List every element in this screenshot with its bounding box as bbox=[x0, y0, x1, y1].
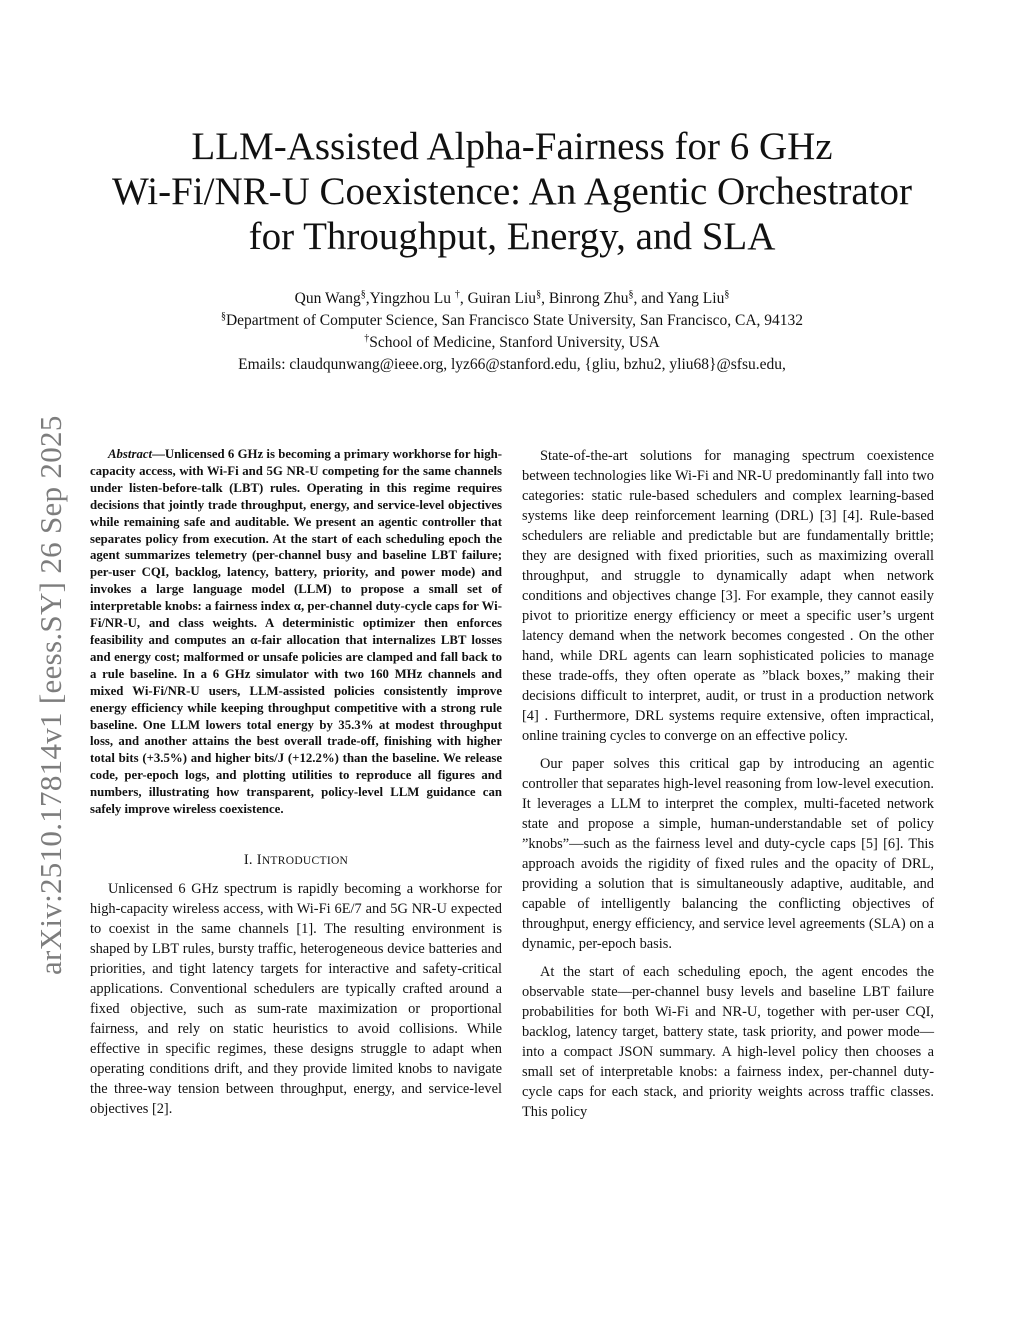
author-name: ,Yingzhou Lu bbox=[365, 290, 455, 307]
right-column bbox=[522, 446, 934, 1130]
arxiv-identifier: arXiv:2510.17814v1 [eess.SY] 26 Sep 2025 bbox=[33, 415, 68, 975]
section-numeral: I. bbox=[243, 851, 257, 868]
abstract-label: Abstract bbox=[108, 447, 153, 461]
affiliation-mark: † bbox=[364, 333, 370, 344]
author-block bbox=[60, 288, 964, 376]
affiliation-2 bbox=[60, 332, 964, 354]
affiliation-mark: § bbox=[360, 289, 366, 300]
title-line-1: LLM-Assisted Alpha-Fairness for 6 GHz bbox=[191, 125, 833, 168]
abstract bbox=[90, 446, 502, 818]
intro-paragraph-1: Unlicensed 6 GHz spectrum is rapidly becoming a workhorse for high-capacity wireless access, with Wi-Fi 6E/7 and 5G NR-U expected to coexist in the same channels [1]. The resulting environment is shaped by LBT rules, bursty traffic, heterogeneous device batteries and priorities, and tight latency targets for interactive and safety-critical applications. Conventional schedulers are typically crafted around a fixed objective, such as sum-rate maximization or proportional fairness, and rely on static heuristics to avoid collisions. While effective in specific regimes, these designs struggle to adapt when operating conditions drift, and they provide limited knobs to navigate the three-way tension between throughput, energy, and service-level objectives [2]. bbox=[90, 880, 502, 1117]
affiliation-mark: § bbox=[536, 289, 542, 300]
author-names bbox=[60, 288, 964, 310]
left-column bbox=[90, 446, 502, 1127]
section-initial: I bbox=[256, 851, 262, 868]
affiliation-mark: § bbox=[220, 311, 226, 322]
section-title-rest: NTRODUCTION bbox=[261, 854, 349, 867]
intro-paragraph-4: At the start of each scheduling epoch, the agent encodes the observable state—per-channel busy levels and baseline LBT failure probabilities for both Wi-Fi and NR-U, together with per-user CQI, backlog, latency target, battery state, task priority, and power mode—into a compact JSON summary. A high-level policy then chooses a small set of interpretable knobs: a fairness index, per-channel duty-cycle caps for each stack, and priority weights across traffic classes. This policy bbox=[522, 964, 934, 1120]
intro-paragraph-3: Our paper solves this critical gap by introducing an agentic controller that separates high-level reasoning from low-level execution. It leverages a LLM to interpret the complex, multi-faceted network state and propose a simple, human-understandable set of policy ”knobs”—such as the fairness level and duty-cycle caps [5] [6]. This approach avoids the rigidity of fixed rules and the opacity of DRL, providing a solution that is simultaneously adaptive, auditable, and capable of intelligently balancing the conflicting objectives of throughput, energy efficiency, and service level agreements (SLA) on a dynamic, per-epoch basis. bbox=[522, 756, 934, 952]
affiliation-text: School of Medicine, Stanford University, USA bbox=[369, 334, 660, 351]
affiliation-1 bbox=[60, 310, 964, 332]
author-emails: Emails: claudqunwang@ieee.org, lyz66@stanford.edu, {gliu, bzhu2, yliu68}@sfsu.edu, bbox=[238, 356, 786, 373]
author-name: Qun Wang bbox=[294, 290, 361, 307]
author-name: , Binrong Zhu bbox=[541, 290, 629, 307]
affiliation-mark: † bbox=[454, 289, 460, 300]
author-name: , and Yang Liu bbox=[633, 290, 725, 307]
section-heading-introduction bbox=[90, 850, 502, 871]
intro-paragraph-2: State-of-the-art solutions for managing spectrum coexistence between technologies like Wi-Fi and NR-U predominantly fall into two categories: static rule-based schedulers and complex learning-based systems like deep reinforcement learning (DRL) [3] [4]. Rule-based schedulers are reliable and predictable but are fundamentally brittle; they are designed with fixed priorities, such as maximizing overall throughput, and struggle to dynamically adapt when network conditions and objectives change [3]. For example, they cannot easily pivot to prioritize energy efficiency or meet a specific user’s urgent latency demand when the network becomes congested . On the other hand, while DRL agents can learn sophisticated policies to manage these trade-offs, they often operate as ”black boxes,” making their decisions difficult to interpret, audit, or trust in a production network [4] . Furthermore, DRL systems require extensive, often impractical, online training cycles to converge on an effective policy. bbox=[522, 448, 934, 744]
paper-title bbox=[60, 124, 964, 259]
affiliation-mark: § bbox=[628, 289, 634, 300]
title-line-3: for Throughput, Energy, and SLA bbox=[248, 215, 776, 258]
affiliation-text: Department of Computer Science, San Francisco State University, San Francisco, CA, 94132 bbox=[225, 312, 804, 329]
author-name: , Guiran Liu bbox=[459, 290, 537, 307]
affiliation-mark: § bbox=[724, 289, 730, 300]
abstract-text: —Unlicensed 6 GHz is becoming a primary workhorse for high-capacity access, with Wi-Fi and 5G NR-U competing for the same channels under listen-before-talk (LBT) rules. Operating in this regime requires decisions that jointly trade throughput, energy, and service-level objectives while remaining safe and auditable. We present an agentic controller that separates policy from execution. At the start of each scheduling epoch the agent summarizes telemetry (per-channel busy and baseline LBT failure; per-user CQI, backlog, latency, battery, priority, and power mode) and invokes a large language model (LLM) to propose a small set of interpretable knobs: a fairness index α, per-channel duty-cycle caps for Wi-Fi/NR-U, and class weights. A deterministic optimizer then enforces feasibility and computes an α-fair allocation that internalizes LBT losses and energy cost; malformed or unsafe policies are clamped and fall back to a rule baseline. In a 6 GHz simulator with two 160 MHz channels and mixed Wi-Fi/NR-U users, LLM-assisted policies consistently improve energy efficiency while keeping throughput competitive with a strong rule baseline. One LLM lowers total energy by 35.3% at modest throughput loss, and another attains the best overall trade-off, finishing with higher total bits (+3.5%) and higher bits/J (+12.2%) than the baseline. We release code, per-epoch logs, and plotting utilities to reproduce all figures and numbers, illustrating how transparent, policy-level LLM guidance can safely improve wireless coexistence. bbox=[90, 447, 502, 817]
title-line-2: Wi-Fi/NR-U Coexistence: An Agentic Orchestrator bbox=[112, 170, 912, 213]
